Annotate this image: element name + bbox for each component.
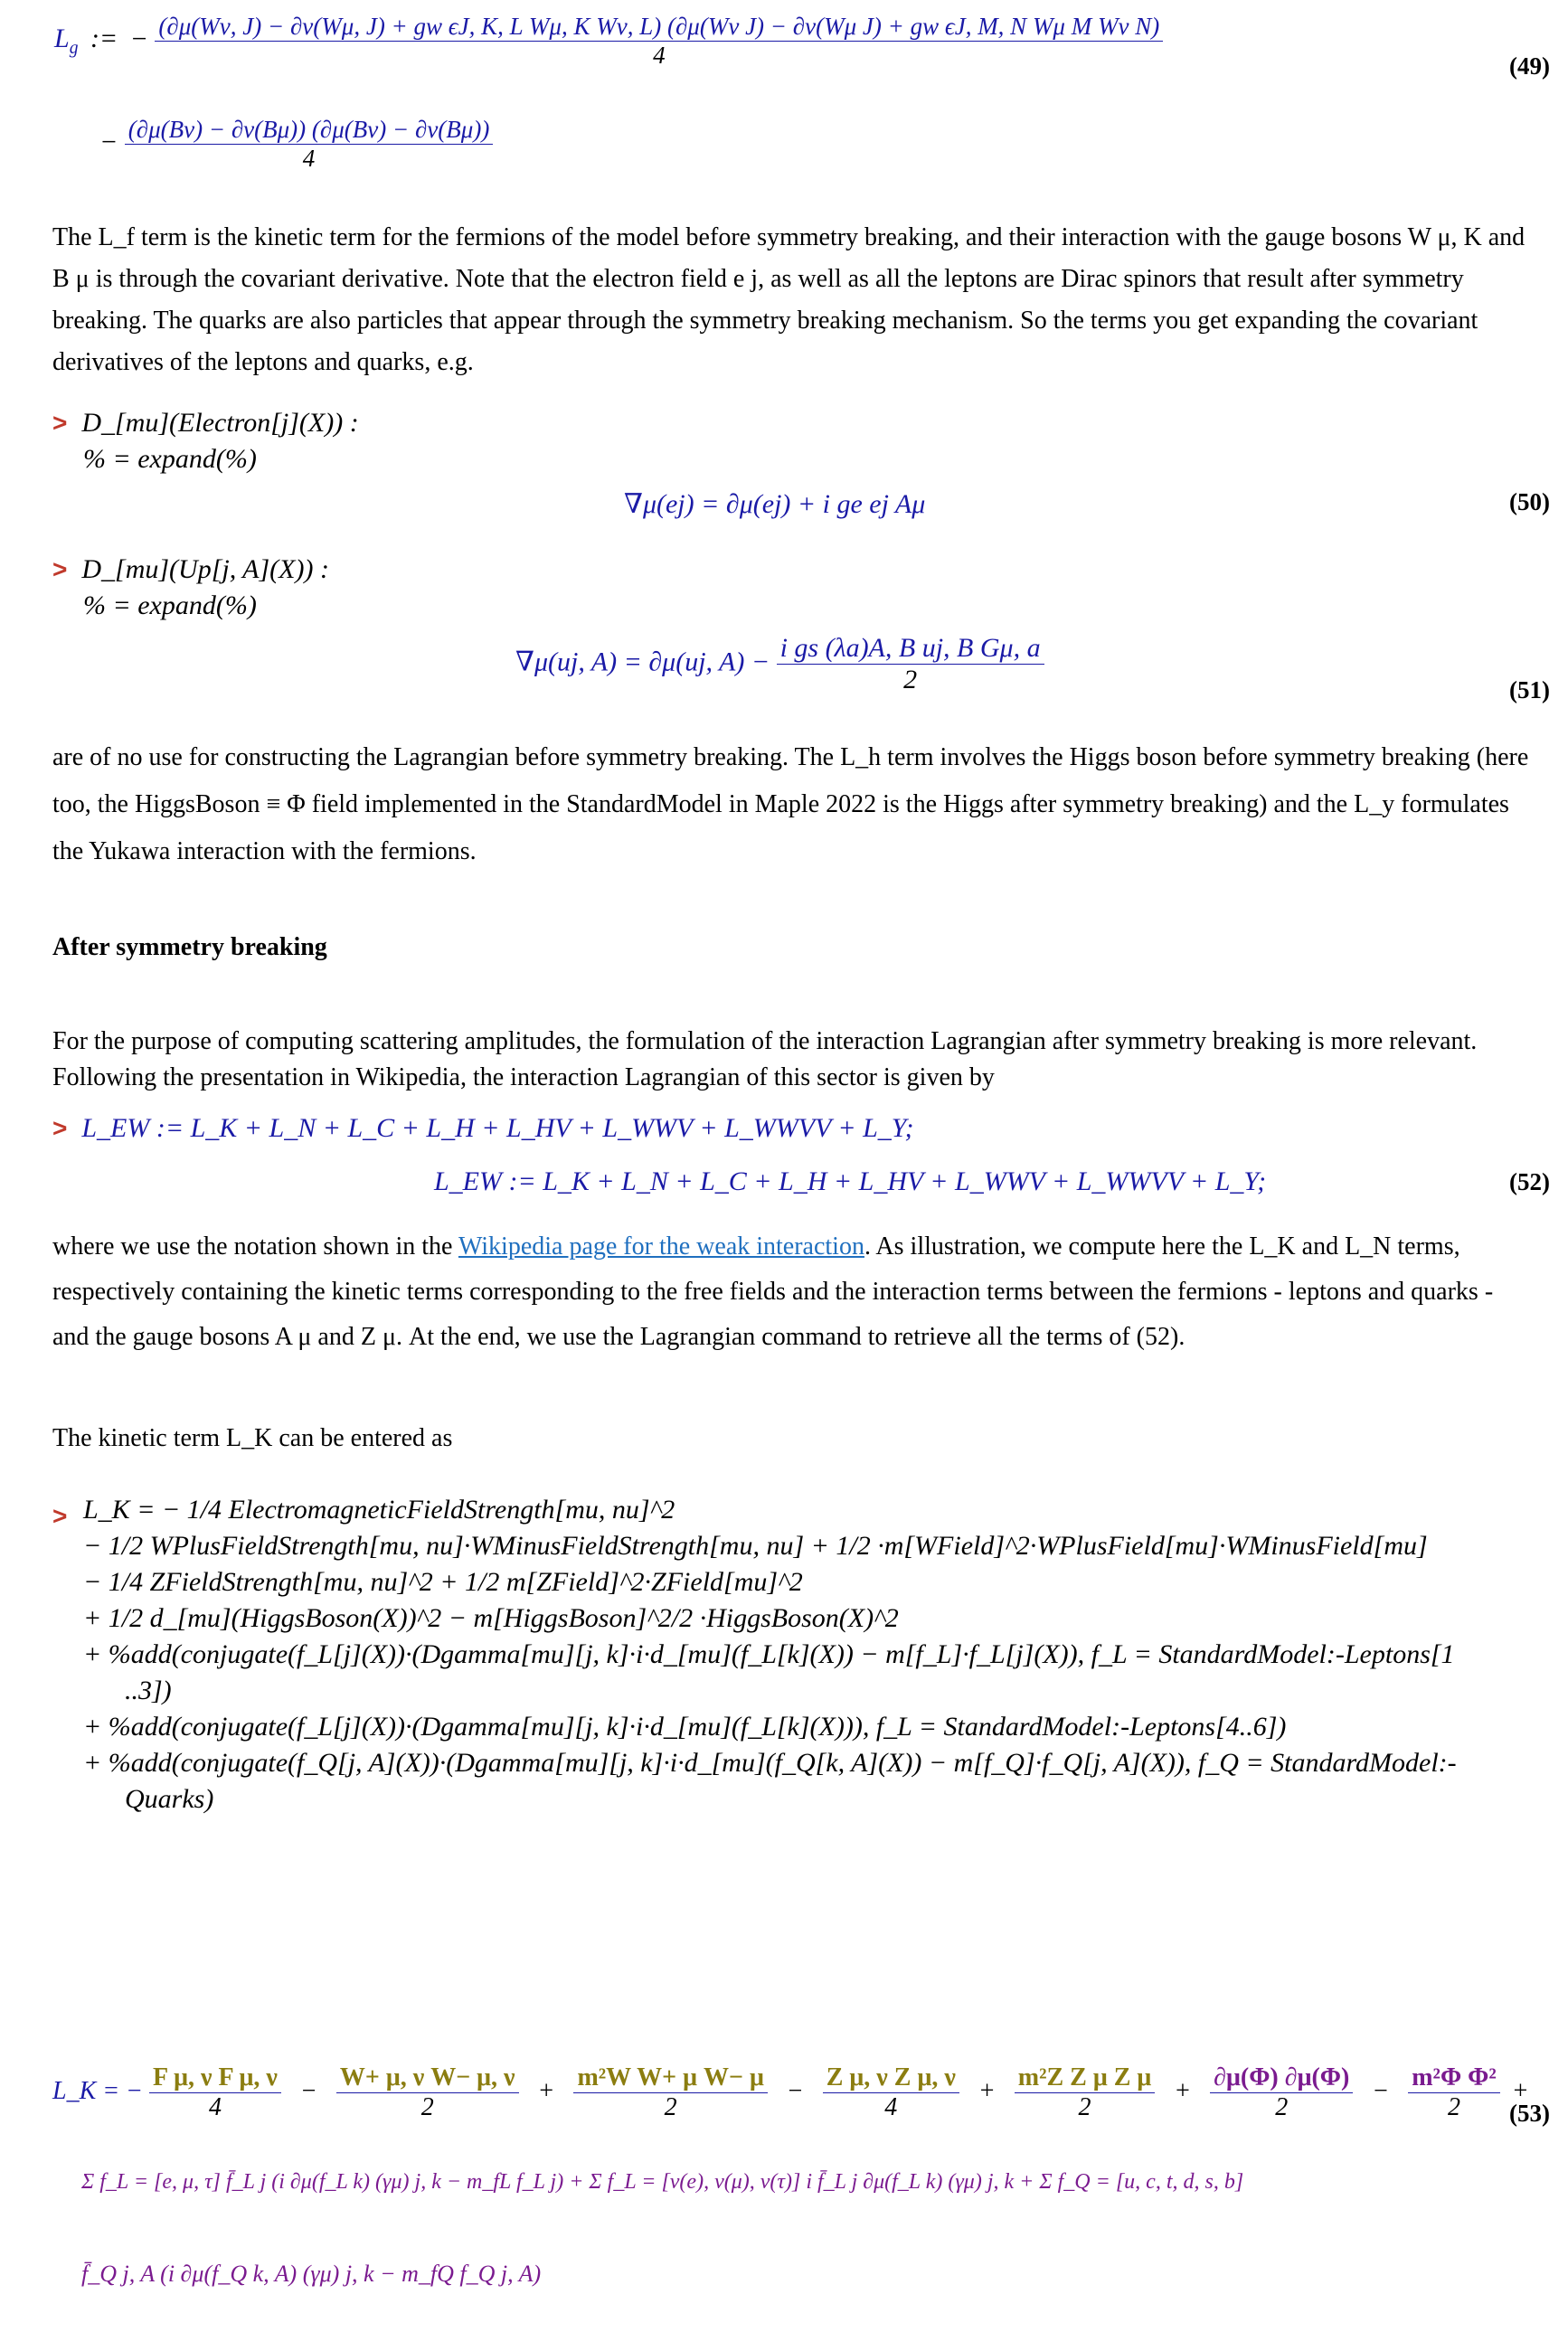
para4-after-link: . As illustration, we compute here the L_K and L_N terms, respectively containing the kinetic terms corresponding to the free fields and the interaction terms between the fermions - leptons and quarks - and the gauge bosons A μ and Z μ. At the end, we use the Lagrangian command to retrieve all the terms of (52). [52, 1232, 1494, 1351]
eq53-row1: L_K = − $\frac{\text{F μ, ν F μ, ν}}{4}$ − $\frac{\text{W+ μ, ν W− μ, ν}}{2}$ + $\frac{\text{m²W W+ μ W− μ}}{2}$ − $\frac{\text{Z μ, ν Z μ, ν}}{4}$ + $\frac{\text{m²Z Z μ Z μ}}{2}$ + $\frac{\partial\mu(\Phi) \partial\mu(\Phi)}{2}$ − $\frac{\text{m²Φ Φ²}}{2}$ + [52, 2063, 1529, 2121]
eq53-term: $\frac{\text{m²Φ Φ²}}{2}$ [1408, 2063, 1500, 2122]
input-lk-line8: + %add(conjugate(f_Q[j, A](X))·(Dgamma[mu][j, k]·i·d_[mu](f_Q[k, A](X)) − m[f_Q]·f_Q[j, A](X)), f_Q = StandardModel:- [83, 1748, 1457, 1778]
input-prompt-icon: > [52, 1502, 68, 1530]
eq52-number: (52) [1509, 1168, 1550, 1195]
input-up-line1: D_[mu](Up[j, A](X)) : [81, 554, 329, 584]
input-electron-line2: % = expand(%) [83, 444, 257, 474]
paragraph-higgs-yukawa: are of no use for constructing the Lagrangian before symmetry breaking. The L_h term involves the Higgs boson before symmetry breaking (here too, the HiggsBoson ≡ Φ field implemented in the StandardModel in Maple 2022 is the Higgs after symmetry breaking) and the L_y formulates the Yukawa interaction with the fermions. [52, 743, 1529, 865]
eq49-row2: − $\frac{(\partial\mu(B\nu) - \partial\nu(B\mu)) (\partial\mu(B\nu) - \partial\nu(B\mu))}{4}$ [99, 116, 493, 173]
input-prompt-icon: > [52, 409, 68, 437]
eq51-lhs: ∇μ(uj, A) = ∂μ(uj, A) − [515, 647, 770, 677]
maple-input-lew[interactable] [52, 1110, 914, 1147]
input-lk-line3: − 1/4 ZFieldStrength[mu, nu]^2 + 1/2 m[ZField]^2·ZField[mu]^2 [83, 1567, 803, 1597]
eq53-term: $\frac{\text{Z μ, ν Z μ, ν}}{4}$ [823, 2063, 959, 2122]
paragraph-fermion-kinetic: The L_f term is the kinetic term for the fermions of the model before symmetry breaking, and their interaction with the gauge bosons W μ, K and B μ is through the covariant derivative. Note that the electron field e j, as well as all the leptons are Dirac spinors that result after symmetry breaking. The quarks are also particles that appear through the symmetry breaking mechanism. So the terms you get expanding the covariant derivatives of the leptons and quarks, e.g. [52, 223, 1525, 376]
input-lk-line6: ..3]) [125, 1676, 172, 1705]
eq49-numerator-2: (∂μ(Bν) − ∂ν(Bμ)) (∂μ(Bν) − ∂ν(Bμ)) [125, 116, 494, 145]
eq51-expression [515, 633, 1044, 695]
input-lk-line9: Quarks) [125, 1784, 214, 1814]
input-lk-line1: L_K = − 1/4 ElectromagneticFieldStrength[mu, nu]^2 [83, 1495, 675, 1525]
eq49-assign: := [90, 24, 118, 54]
eq51-fraction [777, 633, 1044, 695]
maple-input-lk[interactable] [52, 1492, 1457, 1818]
eq53-term: $\frac{\text{m²Z Z μ Z μ}}{2}$ [1015, 2063, 1156, 2122]
section-heading: After symmetry breaking [52, 933, 327, 961]
eq53-term: $\frac{\text{W+ μ, ν W− μ, ν}}{2}$ [336, 2063, 519, 2122]
eq53-row3: f̄_Q j, A (i ∂μ(f_Q k, A) (γμ) j, k − m_fQ f_Q j, A) [81, 2261, 542, 2287]
eq49-numerator-1: (∂μ(Wν, J) − ∂ν(Wμ, J) + gw ϵJ, K, L Wμ, K Wν, L) (∂μ(Wν J) − ∂ν(Wμ J) + gw ϵJ, M, N Wμ M Wν N) [155, 13, 1163, 42]
eq49-fraction-1 [155, 13, 1163, 70]
eq53-term: $\frac{\text{F μ, ν F μ, ν}}{4}$ [149, 2063, 281, 2122]
eq53-number: (53) [1509, 2100, 1550, 2127]
eq49-number: (49) [1509, 52, 1550, 80]
eq49-fraction-2 [125, 116, 494, 173]
para4-before-link: where we use the notation shown in the [52, 1232, 458, 1260]
input-up-line2: % = expand(%) [83, 590, 257, 620]
paragraph-wikipedia-notation [52, 1224, 1535, 1360]
eq51-denominator: 2 [903, 665, 918, 694]
maple-input-up-quark[interactable] [52, 552, 329, 624]
eq49-lhs: $L_g$ [54, 24, 79, 59]
input-lk-line5: + %add(conjugate(f_L[j](X))·(Dgamma[mu][j, k]·i·d_[mu](f_L[k](X)) − m[f_L]·f_L[j](X)), f_L = StandardModel:-Leptons[1 [83, 1639, 1455, 1669]
eq49-row1: $L_g$ := − (∂μ(Wν, J) − ∂ν(Wμ, J) + gw ϵJ, K, L Wμ, K Wν, L) (∂μ(Wν J) − ∂ν(Wμ J) + gw ϵJ, M, N Wμ M Wν N) 4 [54, 13, 1163, 70]
input-lk-line4: + 1/2 d_[mu](HiggsBoson(X))^2 − m[HiggsBoson]^2/2 ·HiggsBoson(X)^2 [83, 1603, 899, 1633]
input-lk-line2: − 1/2 WPlusFieldStrength[mu, nu]·WMinusFieldStrength[mu, nu] + 1/2 ·m[WField]^2·WPlusField[mu]·WMinusField[mu] [83, 1531, 1428, 1561]
input-prompt-icon: > [52, 555, 68, 583]
eq50-expression: ∇μ(ej) = ∂μ(ej) + i ge ej Aμ [624, 489, 926, 519]
eq53-row2: Σ f_L = [e, μ, τ] f̄_L j (i ∂μ(f_L k) (γμ) j, k − m_fL f_L j) + Σ f_L = [ν(e), ν(μ), ν(τ)] i f̄_L j ∂μ(f_L k) (γμ) j, k + Σ f_Q = [u, c, t, d, s, b] [81, 2170, 1244, 2194]
eq53-lhs: L_K = − [52, 2076, 144, 2105]
paragraph-after-breaking: For the purpose of computing scattering amplitudes, the formulation of the interaction Lagrangian after symmetry breaking is more relevant. Following the presentation in Wikipedia, the interaction Lagrangian of this sector is given by [52, 1027, 1478, 1091]
eq53-term: $\frac{\partial\mu(\Phi) \partial\mu(\Phi)}{2}$ [1210, 2063, 1353, 2122]
input-prompt-icon: > [52, 1114, 68, 1142]
eq51-number: (51) [1509, 676, 1550, 703]
input-electron-line1: D_[mu](Electron[j](X)) : [81, 408, 359, 438]
input-lk-line7: + %add(conjugate(f_L[j](X))·(Dgamma[mu][j, k]·i·d_[mu](f_L[k](X))), f_L = StandardModel:-Leptons[4..6]) [83, 1712, 1287, 1742]
wikipedia-weak-interaction-link[interactable]: Wikipedia page for the weak interaction [458, 1232, 864, 1260]
eq49-denominator-1: 4 [653, 42, 666, 69]
maple-input-electron[interactable] [52, 405, 359, 477]
eq53-term: $\frac{\text{m²W W+ μ W− μ}}{2}$ [573, 2063, 767, 2122]
eq49-denominator-2: 4 [302, 145, 316, 172]
input-lew-text: L_EW := L_K + L_N + L_C + L_H + L_HV + L_WWV + L_WWVV + L_Y; [81, 1113, 914, 1143]
eq51-numerator: i gs (λa)A, B uj, B Gμ, a [777, 633, 1044, 665]
paragraph-kinetic-entry: The kinetic term L_K can be entered as [52, 1424, 453, 1452]
eq50-number: (50) [1509, 488, 1550, 515]
eq52-expression: L_EW := L_K + L_N + L_C + L_H + L_HV + L_WWV + L_WWVV + L_Y; [434, 1166, 1267, 1196]
